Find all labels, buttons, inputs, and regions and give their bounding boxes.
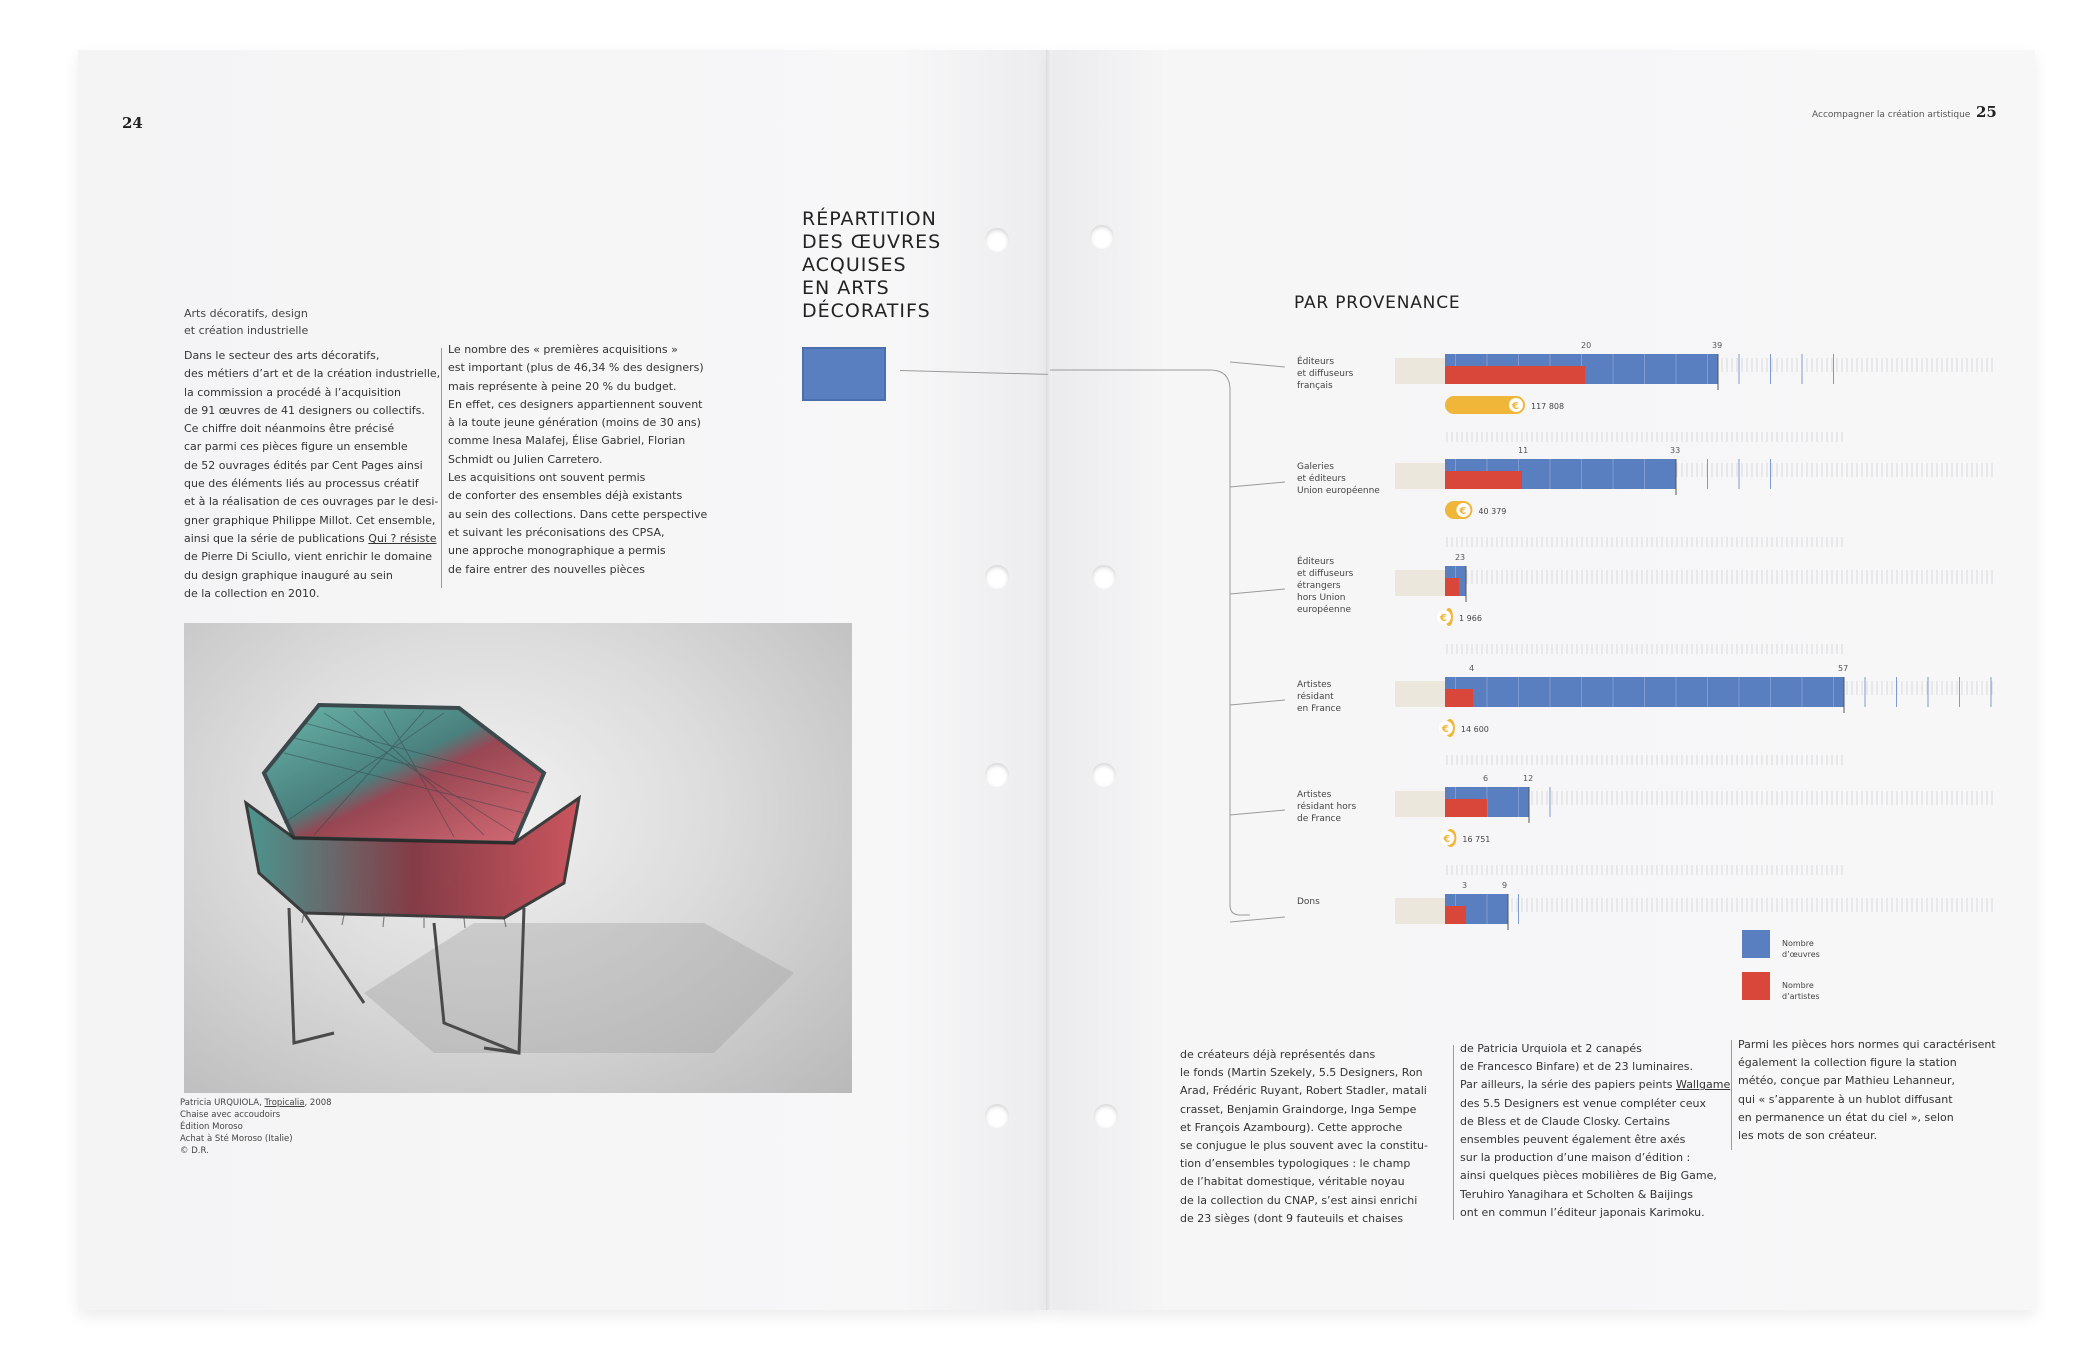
bottom-column-3	[1738, 1036, 1996, 1145]
category-branch	[1230, 810, 1285, 815]
legend-label-artists	[1782, 980, 1820, 1002]
category-label: Éditeurs	[1297, 357, 1335, 367]
text-line: sur la production d’une maison d’édition :	[1460, 1151, 1691, 1165]
text-line: au sein des collections. Dans cette perspective	[448, 507, 708, 521]
bar-artists	[1445, 366, 1585, 384]
publication-link[interactable]: Qui ? résiste	[368, 531, 437, 545]
category-label: Dons	[1297, 897, 1320, 907]
bottom-column-2	[1460, 1040, 1730, 1222]
category-label: français	[1297, 381, 1333, 391]
category-label: Union européenne	[1297, 486, 1380, 496]
binder-hole	[985, 228, 1009, 252]
bar-artists	[1445, 906, 1466, 924]
data-label-artists: 3	[1462, 881, 1468, 890]
text-line: Parmi les pièces hors normes qui caractérisent	[1738, 1038, 1996, 1051]
body-column-2	[448, 341, 718, 579]
column-divider	[441, 348, 442, 588]
text-line: qui « s’apparente à un hublot diffusant	[1738, 1092, 1953, 1106]
section-title-line: EN ARTS	[802, 277, 890, 299]
text-line: tion d’ensembles typologiques : le champ	[1180, 1157, 1411, 1171]
text-line: Arad, Frédéric Ruyant, Robert Stadler, matali	[1180, 1084, 1427, 1098]
legend-swatch-works	[1742, 930, 1770, 958]
amount-label: 16 751	[1462, 835, 1491, 844]
category-label: Galeries	[1297, 462, 1334, 472]
data-label-works: 3	[1460, 553, 1466, 562]
data-label-works: 33	[1670, 446, 1681, 455]
text-line: comme Inesa Malafej, Élise Gabriel, Florian	[448, 434, 686, 448]
text-line: et à la réalisation de ces ouvrages par le desi-	[184, 495, 439, 509]
text-line: En effet, ces designers appartiennent souvent	[448, 397, 703, 411]
caption-artist: Patricia URQUIOLA,	[180, 1098, 262, 1108]
text-line: en permanence un état du ciel », selon	[1738, 1110, 1954, 1124]
text-line: Ce chiffre doit néanmoins être précisé	[184, 422, 395, 436]
category-label: Artistes	[1297, 790, 1332, 800]
data-label-artists: 6	[1483, 774, 1489, 783]
data-label-works: 57	[1838, 664, 1849, 673]
column-divider	[1453, 1045, 1454, 1220]
text-line: météo, conçue par Mathieu Lehanneur,	[1738, 1074, 1955, 1088]
section-title-line: DES ŒUVRES	[802, 231, 942, 253]
text-line: est important (plus de 46,34 % des designers)	[448, 361, 704, 375]
text-line: une approche monographique a permis	[448, 544, 666, 558]
text-line: de la collection en 2010.	[184, 586, 320, 600]
text-line: de 52 ouvrages édités par Cent Pages ainsi	[184, 458, 423, 472]
text-line: des métiers d’art et de la création industrielle,	[184, 367, 441, 381]
amount-label: 40 379	[1478, 507, 1507, 516]
bar-background	[1395, 358, 1445, 384]
euro-symbol: €	[1459, 506, 1467, 517]
chair-photo	[184, 623, 852, 1093]
bottom-column-1	[1180, 1046, 1428, 1228]
text-line: de créateurs déjà représentés dans	[1180, 1048, 1376, 1061]
text-line: gner graphique Philippe Millot. Cet ensemble,	[184, 513, 436, 527]
wallgame-link[interactable]: Wallgame	[1676, 1078, 1731, 1092]
text-line: à la toute jeune génération (moins de 30 ans)	[448, 416, 701, 430]
data-label-artists: 4	[1469, 664, 1475, 673]
chart-title: PAR PROVENANCE	[1294, 293, 1461, 313]
text-line: ont en commun l’éditeur japonais Karimoku.	[1460, 1205, 1705, 1219]
data-label-works: 9	[1502, 881, 1508, 890]
text-line: de Pierre Di Sciullo, vient enrichir le domaine	[184, 550, 433, 564]
text-line	[1460, 1076, 1730, 1094]
bar-background	[1395, 791, 1445, 817]
page-number-right: 25	[1976, 103, 1997, 121]
caption-line	[180, 1097, 332, 1109]
category-label: et éditeurs	[1297, 474, 1346, 484]
category-label: et diffuseurs	[1297, 369, 1354, 379]
text-line: se conjugue le plus souvent avec la constitu-	[1180, 1139, 1428, 1153]
text-line: car parmi ces pièces figure un ensemble	[184, 440, 408, 454]
column-divider	[1731, 1040, 1732, 1150]
text-line: de faire entrer des nouvelles pièces	[448, 562, 645, 576]
euro-symbol: €	[1443, 834, 1451, 845]
category-label: résidant hors	[1297, 802, 1357, 812]
text-line: de Francesco Binfare) et de 23 luminaires.	[1460, 1060, 1694, 1074]
category-label: résidant	[1297, 692, 1334, 702]
text-line: de 91 œuvres de 41 designers ou collectifs.	[184, 403, 425, 417]
category-label: européenne	[1297, 605, 1351, 615]
data-label-artists: 11	[1518, 446, 1529, 455]
binder-hole	[1094, 1104, 1118, 1128]
legend-text: d’artistes	[1782, 992, 1820, 1001]
legend-text: d’œuvres	[1782, 950, 1820, 959]
binder-hole	[985, 763, 1009, 787]
text-line: des 5.5 Designers est venue compléter ceux	[1460, 1096, 1706, 1110]
section-title-line: DÉCORATIFS	[802, 300, 931, 322]
text-fragment: Par ailleurs, la série des papiers peints	[1460, 1078, 1673, 1092]
bar-artists	[1445, 799, 1487, 817]
text-line: la commission a procédé à l’acquisition	[184, 385, 402, 399]
bar-background	[1395, 463, 1445, 489]
running-head: Accompagner la création artistique	[1812, 110, 1971, 120]
text-fragment: ainsi que la série de publications	[184, 531, 365, 545]
section-title-line: ACQUISES	[802, 254, 907, 276]
category-label: et diffuseurs	[1297, 569, 1354, 579]
text-line: Les acquisitions ont souvent permis	[448, 471, 646, 485]
category-branch	[1230, 589, 1285, 594]
text-line: de Patricia Urquiola et 2 canapés	[1460, 1042, 1642, 1055]
text-line: de l’habitat domestique, véritable noyau	[1180, 1175, 1405, 1189]
bar-artists	[1445, 471, 1522, 489]
section-title	[802, 208, 941, 323]
text-line: Teruhiro Yanagihara et Scholten & Baijings	[1460, 1187, 1693, 1201]
text-line: mais représente à peine 20 % du budget.	[448, 379, 677, 393]
text-line: de 23 sièges (dont 9 fauteuils et chaises	[1180, 1211, 1404, 1225]
body-column-1	[184, 347, 444, 603]
category-label: Éditeurs	[1297, 557, 1335, 567]
photo-caption	[180, 1097, 332, 1157]
category-label: en France	[1297, 704, 1342, 714]
caption-line: Édition Moroso	[180, 1122, 243, 1132]
category-branch	[1230, 362, 1285, 367]
bar-background	[1395, 898, 1445, 924]
bar-background	[1395, 681, 1445, 707]
text-line: et suivant les préconisations des CPSA,	[448, 525, 665, 539]
chair-illustration	[184, 623, 852, 1093]
caption-year: , 2008	[304, 1098, 332, 1108]
binder-hole	[985, 565, 1009, 589]
caption-work-title: Tropicalia	[264, 1098, 305, 1108]
intro-label-line: et création industrielle	[184, 324, 309, 337]
caption-line: © D.R.	[180, 1146, 209, 1156]
text-line: également la collection figure la station	[1738, 1056, 1957, 1070]
text-line: ainsi quelques pièces mobilières de Big Game,	[1460, 1169, 1717, 1183]
caption-line: Chaise avec accoudoirs	[180, 1110, 281, 1120]
text-line	[184, 530, 444, 548]
text-line: de Bless et de Claude Closky. Certains	[1460, 1114, 1670, 1128]
provenance-bar-chart	[1050, 300, 2010, 940]
binder-hole	[985, 1104, 1009, 1128]
tick-track	[1445, 572, 2005, 586]
data-label-works: 39	[1712, 341, 1723, 350]
euro-symbol: €	[1440, 613, 1447, 624]
text-line: Le nombre des « premières acquisitions »	[448, 343, 678, 356]
bar-background	[1395, 570, 1445, 596]
chair-shadow	[364, 923, 794, 1053]
category-label: Artistes	[1297, 680, 1332, 690]
chair-back	[264, 705, 544, 843]
text-line: Schmidt ou Julien Carretero.	[448, 452, 603, 466]
category-branch	[1230, 917, 1285, 922]
text-line: ensembles peuvent également être axés	[1460, 1133, 1686, 1147]
text-line: les mots de son créateur.	[1738, 1129, 1878, 1143]
bar-artists	[1445, 578, 1459, 596]
binder-hole	[1090, 225, 1114, 249]
amount-label: 14 600	[1460, 725, 1489, 734]
data-label-artists: 20	[1581, 341, 1592, 350]
category-branch	[1230, 482, 1285, 487]
legend-label-works	[1782, 938, 1820, 960]
page-number-left: 24	[122, 114, 143, 132]
data-label-works: 12	[1523, 774, 1534, 783]
text-line: que des éléments liés au processus créatif	[184, 477, 419, 491]
amount-label: 117 808	[1531, 402, 1565, 411]
category-branch	[1230, 700, 1285, 705]
category-label: hors Union	[1297, 593, 1346, 603]
euro-symbol: €	[1512, 401, 1519, 412]
text-line: de conforter des ensembles déjà existants	[448, 489, 683, 503]
intro-label	[184, 305, 308, 339]
data-label-artists: 2	[1455, 553, 1461, 562]
intro-label-line: Arts décoratifs, design	[184, 307, 308, 320]
legend-text: Nombre	[1782, 981, 1814, 990]
legend-text: Nombre	[1782, 939, 1814, 948]
text-line: le fonds (Martin Szekely, 5.5 Designers, Ron	[1180, 1066, 1423, 1080]
text-line: crasset, Benjamin Graindorge, Inga Sempe	[1180, 1102, 1417, 1116]
euro-symbol: €	[1441, 724, 1449, 735]
section-title-line: RÉPARTITION	[802, 208, 937, 230]
text-line: du design graphique inauguré au sein	[184, 568, 393, 582]
text-line: et François Azambourg). Cette approche	[1180, 1120, 1403, 1134]
text-line: de la collection du CNAP, s’est ainsi enrichi	[1180, 1193, 1418, 1207]
category-label: étrangers	[1297, 581, 1341, 591]
amount-label: 1 966	[1459, 614, 1482, 623]
text-line: Dans le secteur des arts décoratifs,	[184, 349, 380, 362]
category-label: de France	[1297, 814, 1342, 824]
category-bracket	[1050, 370, 1250, 915]
caption-line: Achat à Sté Moroso (Italie)	[180, 1134, 293, 1144]
legend-swatch-artists	[1742, 972, 1770, 1000]
tick-track	[1445, 900, 2005, 914]
bar-artists	[1445, 689, 1473, 707]
section-marker-box	[802, 347, 886, 401]
